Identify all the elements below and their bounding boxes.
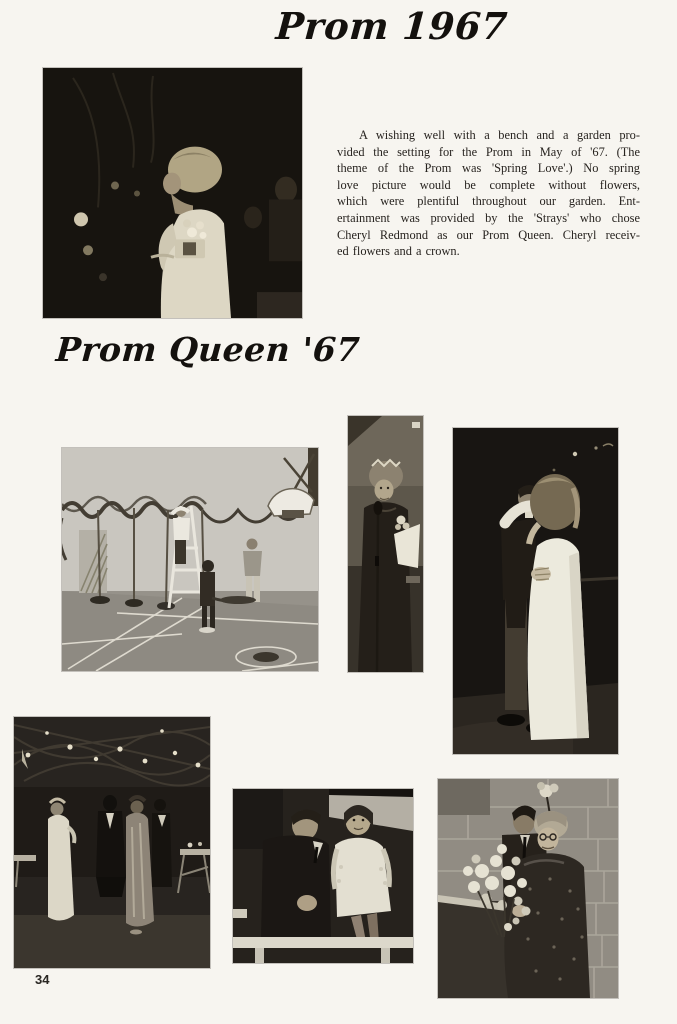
photo-chaperone-with-bouquet-art — [438, 779, 618, 998]
body-text-line: vided the setting for the Prom in May of '67. (The — [337, 144, 640, 159]
photo-couple-on-bench-art — [233, 789, 413, 963]
photo-couple-on-bench — [233, 789, 413, 963]
photo-chaperone-with-bouquet — [438, 779, 618, 998]
body-text-line: Cheryl Redmond as our Prom Queen. Cheryl receiv- — [337, 227, 640, 242]
page-number: 34 — [35, 972, 50, 987]
photo-dance-floor — [14, 717, 210, 968]
photo-queen-at-microphone-art — [348, 416, 423, 672]
photo-gym-decorating — [62, 448, 318, 671]
body-text-line: theme of the Prom was 'Spring Love'.) No spring — [337, 161, 640, 176]
section-heading: Prom Queen '67 — [54, 330, 362, 369]
body-text-line: A wishing well with a bench and a garden pro- — [359, 128, 640, 142]
photo-prom-queen-walking-art — [43, 68, 302, 318]
body-text-line: which were plentiful throughout our garden. Ent- — [337, 194, 640, 209]
photo-gym-decorating-art — [62, 448, 318, 671]
body-text-line: ed flowers and a crown. — [337, 244, 460, 259]
body-paragraph — [337, 127, 640, 260]
dancing-woman — [528, 474, 589, 740]
photo-queen-at-microphone — [348, 416, 423, 672]
wall-mats — [79, 530, 107, 593]
bench — [233, 937, 413, 948]
photo-prom-queen-walking — [43, 68, 302, 318]
photo-couple-slow-dancing-art — [453, 428, 618, 754]
body-text-line: love picture would be complete without flowers, — [337, 177, 640, 192]
body-text-line: ertainment was provided by the 'Strays' who chose — [337, 210, 640, 225]
photo-couple-slow-dancing — [453, 428, 618, 754]
photo-dance-floor-art — [14, 717, 210, 968]
page-title: Prom 1967 — [274, 4, 510, 48]
